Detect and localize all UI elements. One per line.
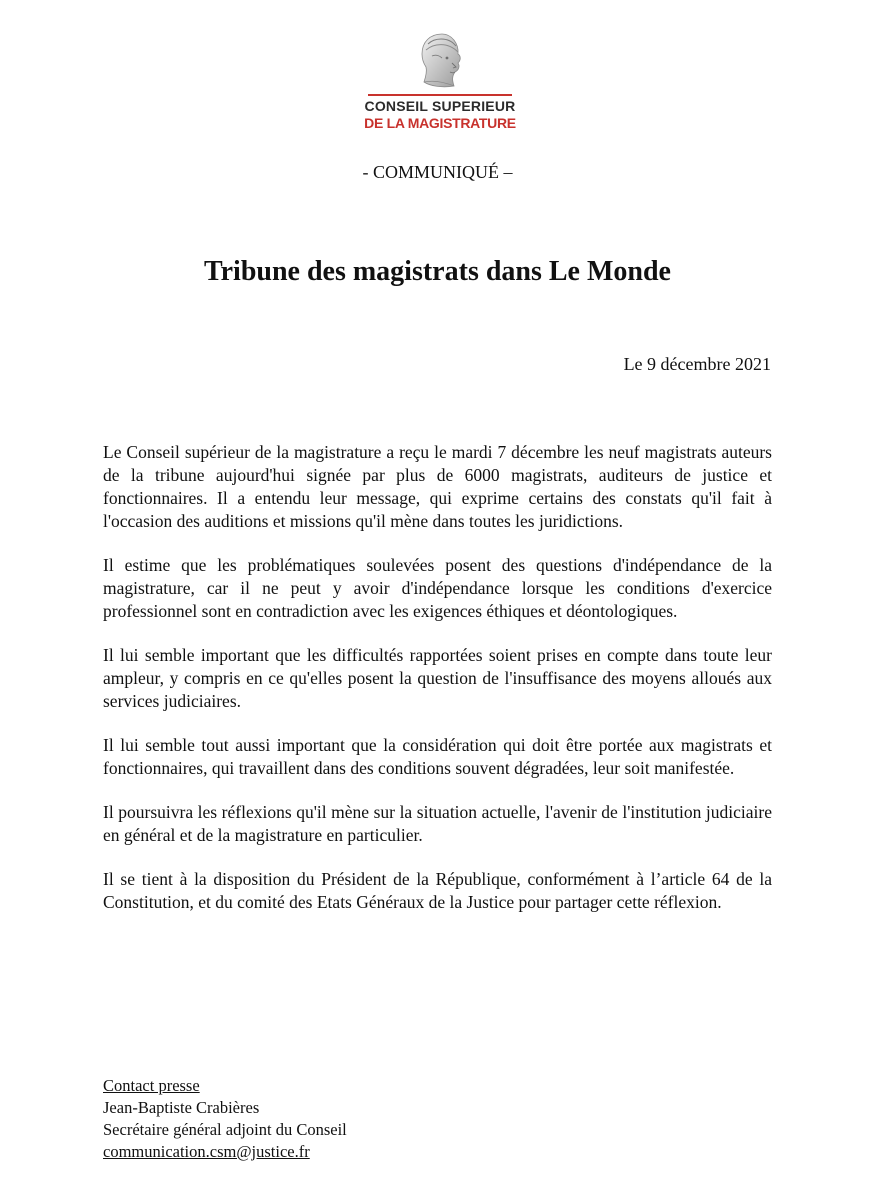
logo-line-2: DE LA MAGISTRATURE	[364, 115, 516, 131]
contact-role: Secrétaire général adjoint du Conseil	[103, 1120, 347, 1139]
paragraph-5: Il poursuivra les réflexions qu'il mène sur la situation actuelle, l'avenir de l'institution judiciaire en général et de la magistrature en particulier.	[103, 802, 772, 845]
paragraph-3: Il lui semble important que les difficultés rapportées soient prises en compte dans toute leur ampleur, y compris en ce qu'elles posent la question de l'insuffisance des moyens alloués aux services judiciaires.	[103, 645, 772, 711]
document-body	[103, 441, 772, 935]
contact-email-link[interactable]: communication.csm@justice.fr	[103, 1142, 310, 1161]
paragraph-6: Il se tient à la disposition du Président de la République, conformément à l’article 64 de la Constitution, et du comité des Etats Généraux de la Justice pour partager cette réflexion.	[103, 869, 772, 912]
paragraph-2: Il estime que les problématiques soulevées posent des questions d'indépendance de la magistrature, car il ne peut y avoir d'indépendance lorsque les conditions d'exercice professionnel sont en contradiction avec les exigences éthiques et déontologiques.	[103, 555, 772, 621]
document-title: Tribune des magistrats dans Le Monde	[204, 256, 671, 287]
contact-name: Jean-Baptiste Crabières	[103, 1098, 260, 1117]
paragraph-1: Le Conseil supérieur de la magistrature a reçu le mardi 7 décembre les neuf magistrats auteurs de la tribune aujourd'hui signée par plus de 6000 magistrats, auditeurs de justice et fonctionnaires. Il a entendu leur message, qui exprime certains des constats qu'il fait à l'occasion des auditions et missions qu'il mène dans toutes les juridictions.	[103, 442, 772, 531]
csm-logo	[360, 30, 520, 130]
document-date: Le 9 décembre 2021	[623, 354, 771, 374]
marianne-head-icon	[412, 30, 468, 92]
press-contact	[103, 1075, 347, 1163]
contact-heading: Contact presse	[103, 1076, 200, 1095]
logo-line-1: CONSEIL SUPERIEUR	[364, 98, 516, 114]
communique-label: - COMMUNIQUÉ –	[362, 162, 513, 182]
logo-red-rule	[368, 94, 512, 96]
paragraph-4: Il lui semble tout aussi important que la considération qui doit être portée aux magistrats et fonctionnaires, qui travaillent dans des conditions souvent dégradées, leur soit manifestée.	[103, 735, 772, 778]
